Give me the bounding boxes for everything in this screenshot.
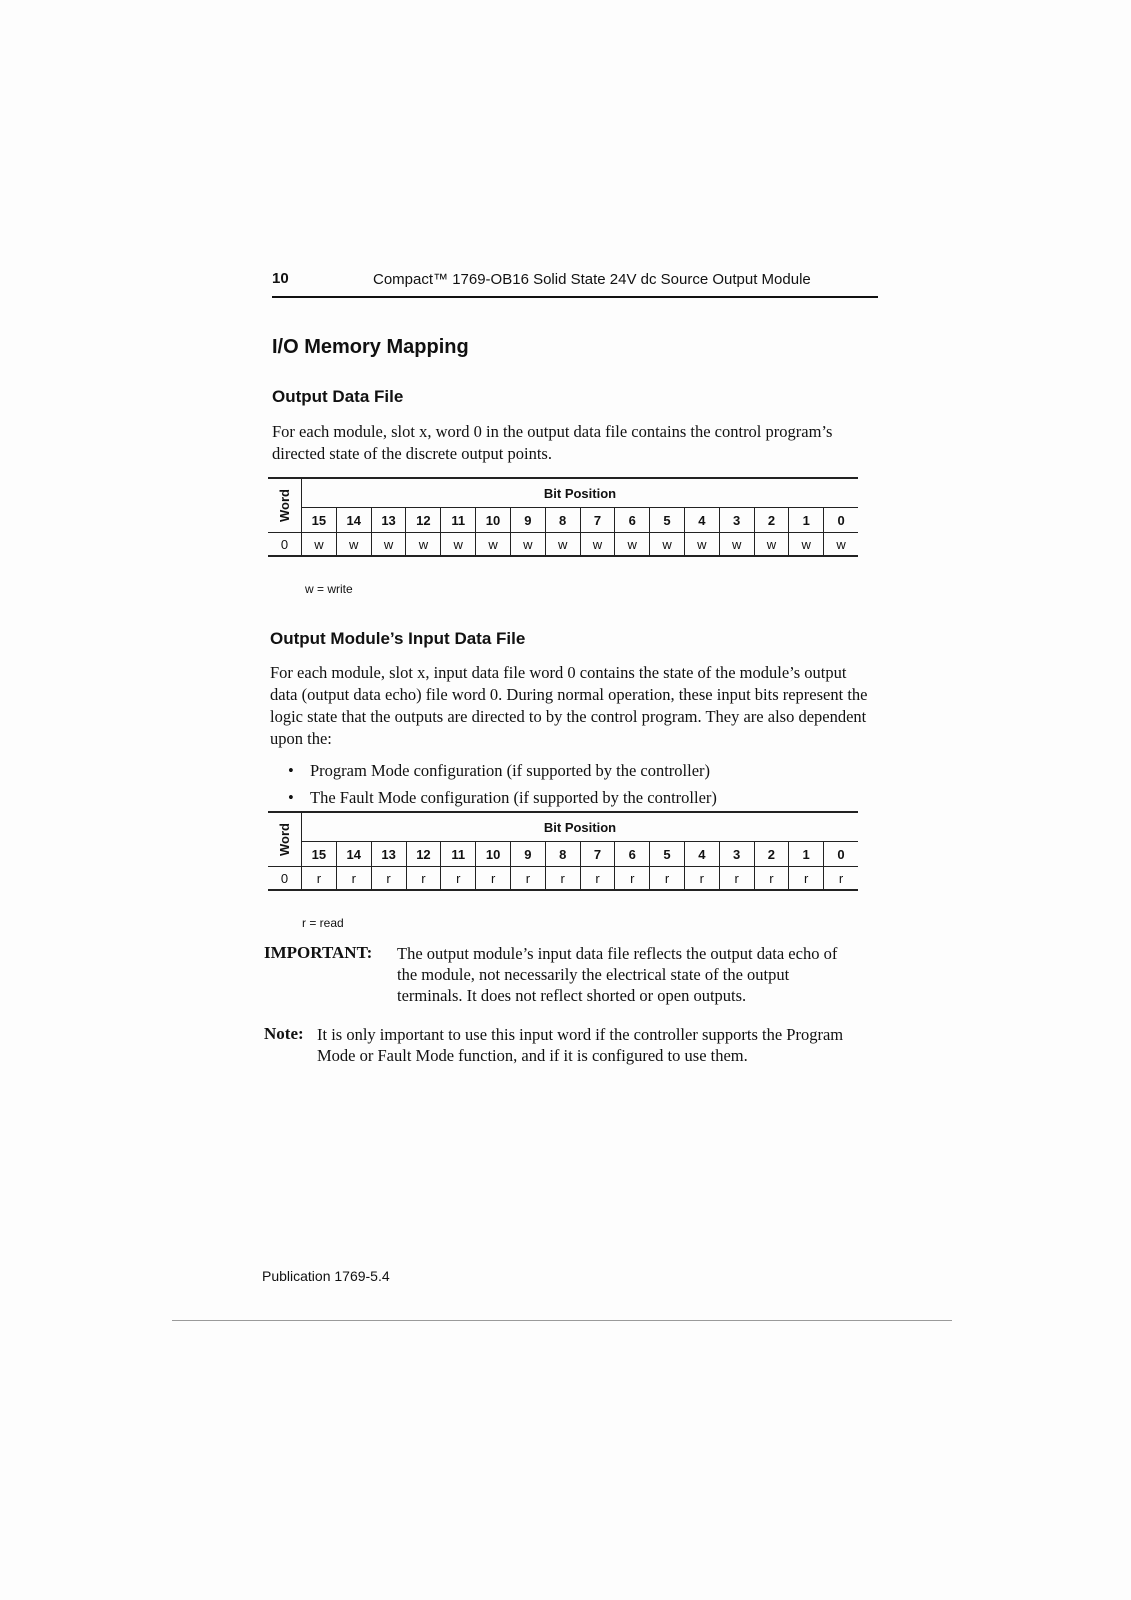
bit-number: 6 <box>615 842 650 867</box>
bit-number: 2 <box>754 508 789 533</box>
bit-position-header: Bit Position <box>301 812 858 842</box>
bit-number: 3 <box>719 842 754 867</box>
bit-access: r <box>754 867 789 891</box>
word-header <box>268 812 301 867</box>
bit-number: 8 <box>545 842 580 867</box>
list-item: • Program Mode configuration (if supported by the controller) <box>280 757 717 784</box>
table-row <box>268 533 858 557</box>
input-data-file-heading: Output Module’s Input Data File <box>270 629 526 648</box>
bit-access: r <box>650 867 685 891</box>
bit-access: w <box>301 533 336 557</box>
section-title: I/O Memory Mapping <box>272 336 469 358</box>
input-data-file-paragraph: For each module, slot x, input data file word 0 contains the state of the module’s output data (output data echo) file word 0. During normal operation, these input bits represent the logic state that the outputs are directed to by the control program. They are also dependent upon the: <box>270 663 868 748</box>
bit-number: 9 <box>511 842 546 867</box>
bit-access: w <box>476 533 511 557</box>
bit-number: 10 <box>476 842 511 867</box>
output-data-file-table <box>268 477 858 557</box>
bit-access: r <box>789 867 824 891</box>
read-legend: r = read <box>302 916 344 930</box>
input-data-file-table <box>268 811 858 891</box>
bit-number: 6 <box>615 508 650 533</box>
bit-number: 3 <box>719 508 754 533</box>
bit-access: r <box>476 867 511 891</box>
bit-access: w <box>824 533 858 557</box>
note-text: It is only important to use this input word if the controller supports the Program Mode or Fault Mode function, and if it is configured to use them. <box>317 1025 844 1065</box>
bit-access: w <box>789 533 824 557</box>
bit-access: r <box>336 867 371 891</box>
bit-number: 5 <box>650 842 685 867</box>
bit-access: w <box>684 533 719 557</box>
bit-access: r <box>441 867 476 891</box>
bit-number: 4 <box>684 508 719 533</box>
bit-position-header: Bit Position <box>301 478 858 508</box>
dependency-list <box>280 757 717 811</box>
bit-access: w <box>510 533 545 557</box>
bit-number: 15 <box>301 508 336 533</box>
bit-access: r <box>719 867 754 891</box>
bit-number: 7 <box>580 508 615 533</box>
write-legend: w = write <box>305 582 353 596</box>
bit-access: w <box>650 533 685 557</box>
bit-number-row <box>268 508 858 533</box>
bit-number: 9 <box>510 508 545 533</box>
bit-number: 15 <box>301 842 336 867</box>
bit-access: w <box>545 533 580 557</box>
bit-number: 10 <box>476 508 511 533</box>
important-label: IMPORTANT: <box>264 943 373 962</box>
word-label: Word <box>276 489 292 522</box>
bit-number: 11 <box>441 508 476 533</box>
word-header <box>268 478 301 533</box>
bit-number: 13 <box>371 508 406 533</box>
bit-number: 14 <box>336 508 371 533</box>
table-row <box>268 867 858 891</box>
bit-access: r <box>371 867 406 891</box>
word-number: 0 <box>268 867 301 891</box>
bit-number: 7 <box>580 842 615 867</box>
bit-access: w <box>580 533 615 557</box>
bit-access: r <box>406 867 441 891</box>
bit-number: 14 <box>336 842 371 867</box>
publication-footer: Publication 1769-5.4 <box>262 1268 390 1284</box>
bit-number: 11 <box>441 842 476 867</box>
bit-access: r <box>545 867 580 891</box>
bit-number: 12 <box>406 508 441 533</box>
note-label: Note: <box>264 1024 304 1043</box>
list-item: • The Fault Mode configuration (if supported by the controller) <box>280 784 717 811</box>
bit-access: w <box>754 533 789 557</box>
page-number: 10 <box>272 270 289 287</box>
bit-number: 13 <box>371 842 406 867</box>
bit-number: 0 <box>824 842 858 867</box>
bit-access: w <box>406 533 441 557</box>
bit-access: w <box>719 533 754 557</box>
important-text: The output module’s input data file reflects the output data echo of the module, not necessarily the electrical state of the output terminals. It does not reflect shorted or open outputs. <box>397 944 838 1005</box>
bit-access: r <box>301 867 336 891</box>
bit-access: w <box>336 533 371 557</box>
running-title: Compact™ 1769-OB16 Solid State 24V dc Source Output Module <box>373 271 811 288</box>
bit-number: 1 <box>789 842 824 867</box>
bit-number: 5 <box>650 508 685 533</box>
page-header <box>272 270 878 298</box>
bit-number: 12 <box>406 842 441 867</box>
bit-number: 2 <box>754 842 789 867</box>
bit-number: 8 <box>545 508 580 533</box>
bit-access: r <box>511 867 546 891</box>
bit-access: r <box>580 867 615 891</box>
bit-access: w <box>615 533 650 557</box>
word-number: 0 <box>268 533 301 557</box>
output-data-file-heading: Output Data File <box>272 387 404 406</box>
scan-edge-divider <box>172 1320 952 1321</box>
bit-number: 1 <box>789 508 824 533</box>
output-data-file-paragraph: For each module, slot x, word 0 in the output data file contains the control program’s directed state of the discrete output points. <box>272 422 833 463</box>
bit-number: 4 <box>684 842 719 867</box>
bit-number-row <box>268 842 858 867</box>
bit-access: w <box>441 533 476 557</box>
bit-access: r <box>684 867 719 891</box>
word-label: Word <box>276 823 292 856</box>
bit-number: 0 <box>824 508 858 533</box>
bit-access: w <box>371 533 406 557</box>
bit-access: r <box>615 867 650 891</box>
bit-access: r <box>824 867 858 891</box>
